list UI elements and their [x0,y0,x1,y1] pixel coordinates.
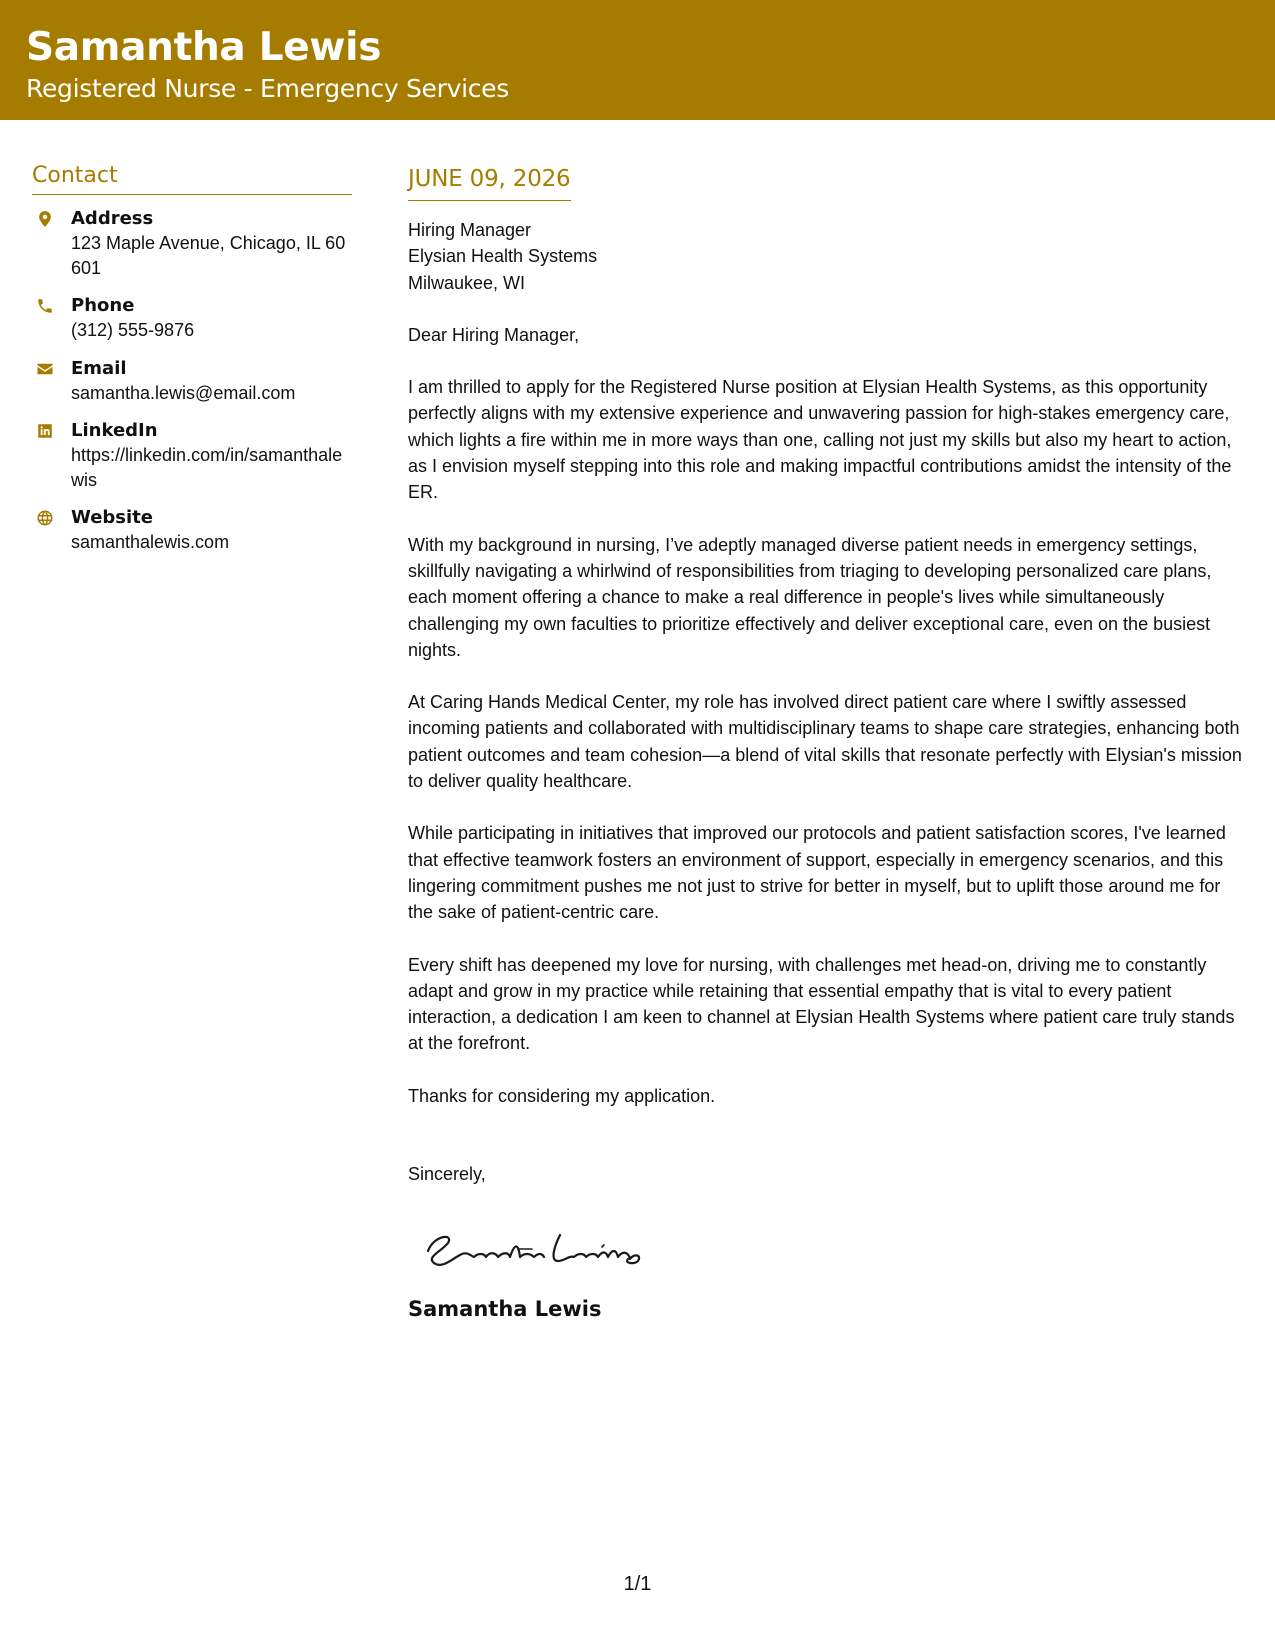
address-value: 123 Maple Avenue, Chicago, IL 60601 [71,233,346,278]
header-banner [0,0,1275,120]
body-paragraph: Thanks for considering my application. [408,1085,716,1106]
envelope-icon [35,359,55,379]
letter-body [408,162,1248,1323]
contact-label: LinkedIn [71,420,158,441]
body-paragraph: Every shift has deepened my love for nursing, with challenges met head-on, driving me to constantly adapt and grow in my practice while retaining that essential empathy that is vital to every patient interaction, a dedication I am keen to channel at Elysian Health Systems where patient care truly stands at the forefront. [408,954,1235,1054]
body-paragraph: I am thrilled to apply for the Registered Nurse position at Elysian Health Systems, as this opportunity perfectly aligns with my extensive experience and unwavering passion for high-stakes emergency care, which lights a fire within me in more ways than one, calling not just my skills but also my heart to action, as I envision myself stepping into this role and making impactful contributions amidst the intensity of the ER. [408,377,1232,503]
contact-label: Address [71,208,154,229]
applicant-name: Samantha Lewis [26,25,382,70]
contact-item-address [32,207,352,280]
contact-item-linkedin [32,419,352,492]
contact-heading: Contact [32,160,352,195]
linkedin-link[interactable]: https://linkedin.com/in/samanthalewis [71,445,343,490]
contact-list [32,207,352,555]
recipient-line: Milwaukee, WI [408,272,526,293]
contact-label: Website [71,507,154,528]
email-link[interactable]: samantha.lewis@email.com [71,382,296,403]
applicant-title: Registered Nurse - Emergency Services [26,74,509,103]
contact-label: Email [71,357,127,379]
body-paragraph: While participating in initiatives that improved our protocols and patient satisfaction scores, I've learned that effective teamwork fosters an environment of support, especially in emergency scenarios, and this lingering commitment pushes me not just to strive for better in myself, but to uplift those around me for the sake of patient-centric care. [408,823,1226,923]
phone-value: (312) 555-9876 [71,320,195,340]
contact-label: Phone [71,295,135,316]
website-link[interactable]: samanthalewis.com [71,532,230,552]
globe-icon [35,508,55,528]
handwritten-signature [414,1215,674,1275]
contact-sidebar [32,160,352,569]
letter-date: JUNE 09, 2026 [408,162,571,201]
closing: Sincerely, [408,1164,486,1185]
signer-name: Samantha Lewis [408,1297,602,1322]
linkedin-icon [35,421,55,441]
body-paragraph: At Caring Hands Medical Center, my role has involved direct patient care where I swiftly assessed incoming patients and collaborated with multidisciplinary teams to shape care strategies, enhancing both patient outcomes and team cohesion—a blend of vital skills that resonate perfectly with Elysian's mission to deliver quality healthcare. [408,692,1242,792]
page-number: 1/1 [623,1573,652,1595]
contact-item-website [32,506,352,555]
recipient-line: Hiring Manager [408,220,532,240]
phone-icon [35,296,55,316]
contact-item-email [32,357,352,406]
salutation: Dear Hiring Manager, [408,324,580,345]
body-paragraph: With my background in nursing, I’ve adeptly managed diverse patient needs in emergency settings, skillfully navigating a whirlwind of responsibilities from triaging to developing personalized care plans, each moment offering a chance to make a real difference in people's lives while simultaneously challenging my own faculties to prioritize effectively and deliver exceptional care, even on the busiest nights. [408,534,1212,660]
recipient-line: Elysian Health Systems [408,246,598,267]
map-pin-icon [35,209,55,229]
recipient-block [408,217,1248,296]
contact-item-phone [32,294,352,343]
